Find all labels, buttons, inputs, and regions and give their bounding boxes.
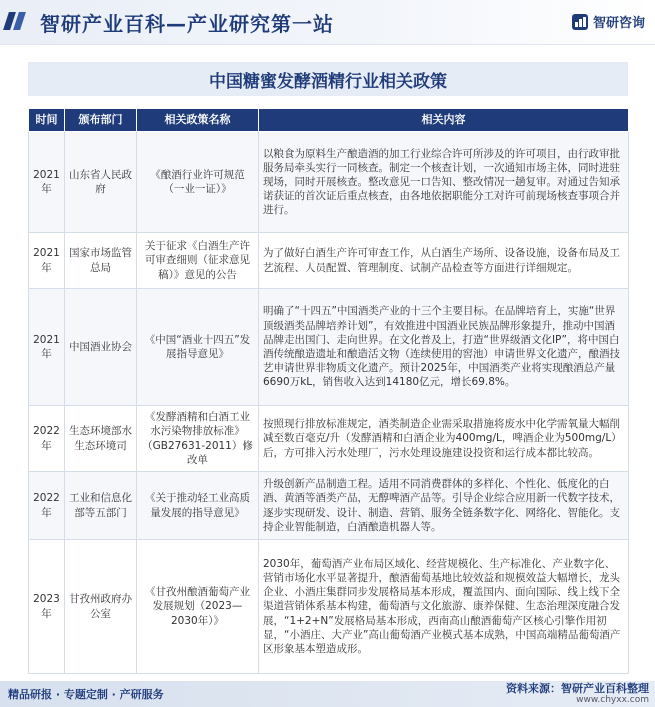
footer-source-block	[506, 682, 655, 706]
cell-policy-name: 关于征求《白酒生产许可审查细则（征求意见稿）》意见的公告	[137, 233, 259, 289]
cell-policy-name: 《中国“酒业十四五”发展指导意见》	[137, 289, 259, 406]
brand-name: 智研咨询	[592, 16, 645, 31]
cell-policy-name: 《关于推动轻工业高质量发展的指导意见》	[137, 472, 259, 540]
cell-dept: 生态环境部水生态环境司	[65, 406, 137, 472]
footer-bar	[0, 681, 655, 707]
footer-services: 精品研报 · 专题定制 · 产研服务	[8, 688, 164, 701]
cell-policy-name: 《甘孜州酿酒葡萄产业发展规划（2023—2030年）》	[137, 540, 259, 674]
cell-dept: 山东省人民政府	[65, 132, 137, 233]
cell-year: 2022年	[29, 406, 65, 472]
cell-year: 2023年	[29, 540, 65, 674]
cell-year: 2022年	[29, 472, 65, 540]
cell-dept: 工业和信息化部等五部门	[65, 472, 137, 540]
table-row	[29, 472, 629, 540]
policy-table	[28, 108, 629, 674]
cell-content: 2030年，葡萄酒产业布局区域化、经营规模化、生产标准化、产业数字化、营销市场化水平显著提升，酿酒葡萄基地比较效益和规模效益大幅增长，龙头企业、小酒庄集群同步发展格局基本形成，覆盖国内、面向国际、线上线下全渠道营销体系基本构建，葡萄酒与文化旅游、康养保健、生态治理深度融合发展，“1+2+N”发展格局基本形成，西南高山酿酒葡萄产区核心引擎作用初显，“小酒庄、大产业”高山葡萄酒产业模式基本成熟，中国高端精品葡萄酒产区形象基本塑造成形。	[259, 540, 629, 674]
column-header-policy-name: 相关政策名称	[137, 109, 259, 132]
page-title: 中国糖蜜发酵酒精行业相关政策	[209, 71, 447, 92]
cell-policy-name: 《发酵酒精和白酒工业水污染物排放标准》（GB27631-2011）修改单	[137, 406, 259, 472]
cell-year: 2021年	[29, 132, 65, 233]
column-header-dept: 颁布部门	[65, 109, 137, 132]
logo-mark-icon	[6, 12, 23, 30]
cell-content: 升级创新产品制造工程。适用不同消费群体的多样化、个性化、低度化的白酒、黄酒等酒类产品，无醇啤酒产品等。引导企业综合应用新一代数字技术，逐步实现研发、设计、制造、营销、服务全链条数字化、网络化、智能化。支持企业智能制造，白酒酿造机器人等。	[259, 472, 629, 540]
table-row	[29, 132, 629, 233]
cell-content: 按照现行排放标准规定，酒类制造企业需采取措施将废水中化学需氧量大幅削减至数百毫克/升（发酵酒精和白酒企业为400mg/L，啤酒企业为500mg/L）后，方可排入污水处理厂，污水处理设施建设投资和运行成本都比较高。	[259, 406, 629, 472]
page-title-bar	[28, 62, 628, 96]
cell-content: 明确了“十四五”中国酒类产业的十三个主要目标。在品牌培育上，实施“世界顶级酒类品牌培养计划”，有效推进中国酒业民族品牌形象提升，推动中国酒品牌走出国门、走向世界。在文化普及上，打造“世界级酒文化IP”，将中国白酒传统酿造遗址和酿造活文物（连续使用的窖池）申请世界文化遗产，酿酒技艺申请世界非物质文化遗产。预计2025年，中国酒类产业将实现酿酒总产量6690万kL，销售收入达到14180亿元，增长69.8%。	[259, 289, 629, 406]
table-row	[29, 289, 629, 406]
column-header-content: 相关内容	[259, 109, 629, 132]
cell-year: 2021年	[29, 289, 65, 406]
top-banner	[0, 0, 655, 45]
footer-url-link[interactable]: www.chyxx.com	[576, 695, 649, 706]
cell-dept: 甘孜州政府办公室	[65, 540, 137, 674]
table-header-row	[29, 109, 629, 132]
site-title: 智研产业百科—产业研究第一站	[40, 12, 334, 36]
cell-dept: 国家市场监管总局	[65, 233, 137, 289]
footer-source: 资料来源：智研产业百科整理	[506, 682, 649, 695]
cell-content: 为了做好白酒生产许可审查工作，从白酒生产场所、设备设施，设备布局及工艺流程、人员配置、管理制度、试制产品检查等方面进行详细规定。	[259, 233, 629, 289]
column-header-year: 时间	[29, 109, 65, 132]
table-row	[29, 233, 629, 289]
table-row	[29, 406, 629, 472]
cell-dept: 中国酒业协会	[65, 289, 137, 406]
cell-policy-name: 《酿酒行业许可规范（一业一证）》	[137, 132, 259, 233]
brand-logo-icon	[571, 13, 589, 31]
table-row	[29, 540, 629, 674]
cell-content: 以粮食为原料生产酿造酒的加工行业综合许可所涉及的许可项目，由行政审批服务局牵头实行一同核查。制定一个核查计划，一次通知市场主体，同时进驻现场，同时开展核查。整改意见一口告知、整改情况一趟复审。对通过告知承诺获证的首次证后重点核查，由各地依据职能分工对许可前现场核查事项合并进行。	[259, 132, 629, 233]
brand[interactable]	[571, 12, 645, 31]
cell-year: 2021年	[29, 233, 65, 289]
